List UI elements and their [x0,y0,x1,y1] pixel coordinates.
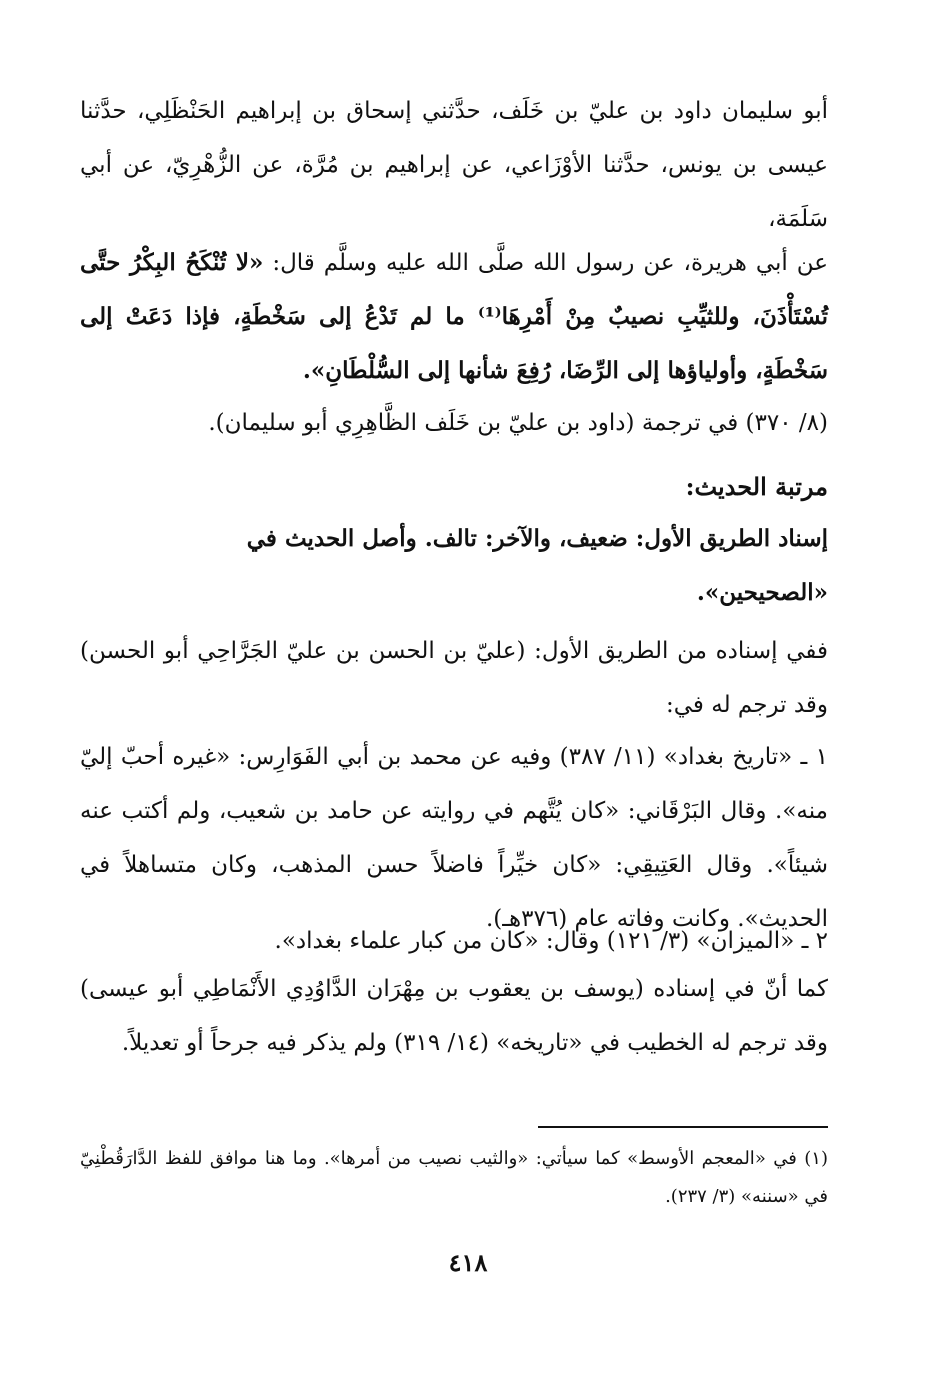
source-reference-text: (٨/ ٣٧٠) في ترجمة (داود بن عليّ بن خَلَف الظَّاهِرِي أبو سليمان). [208,410,828,436]
second-narrator-paragraph [80,962,828,1070]
page-number: ٤١٨ [448,1248,488,1277]
hadith-intro: عن أبي هريرة، عن رسول الله صلَّى الله عليه وسلَّم قال: [263,250,829,276]
footnote-divider [538,1126,828,1128]
footnote [80,1140,828,1216]
narrator-item-2-text: ٢ ـ «الميزان» (٣/ ١٢١) وقال: «كان من كبار علماء بغداد». [274,928,828,954]
grading-paragraph [80,512,828,620]
grading-line-2: «الصحيحين». [696,579,828,606]
second-narrator-text: كما أنّ في إسناده (يوسف بن يعقوب بن مِهْرَان الدَّاوُدِي الأَنْمَاطِي أبو عيسى) وقد ترجم له الخطيب في «تاريخه» (١٤/ ٣١٩) ولم يذكر فيه جرحاً أو تعديلاً. [80,976,828,1056]
isnad-paragraph [80,84,828,246]
chain-analysis-text: ففي إسناده من الطريق الأول: (عليّ بن الحسن بن عليّ الجَرَّاحِي أبو الحسن) وقد ترجم له في: [80,638,828,718]
source-reference [80,396,828,450]
isnad-text: أبو سليمان داود بن عليّ بن خَلَف، حدَّثني إسحاق بن إبراهيم الحَنْظَلِي، حدَّثنا عيسى بن يونس، حدَّثنا الأوْزَاعي، عن إبراهيم بن مُرَّة، عن الزُّهْرِيّ، عن أبي سَلَمَة، [80,98,828,232]
footnote-text: (١) في «المعجم الأوسط» كما سيأتي: «والثيب نصيب من أمرها». وما هنا موافق للفظ الدَّارَقُطْنِيّ في «سننه» (٣/ ٢٣٧). [80,1148,828,1207]
hadith-paragraph [80,236,828,398]
grading-line-1: إسناد الطريق الأول: ضعيف، والآخر: تالف. وأصل الحديث في [246,525,828,552]
section-heading [80,460,828,514]
narrator-item-2 [80,914,828,968]
hadith-text: «لا تُنْكَحُ البِكْرُ حتَّى تُسْتَأْذَنَ، وللثيِّبِ نصيبٌ مِنْ أَمْرِهَا⁽¹⁾ ما لم تَدْعُ إلى سَخْطَةٍ، فإذا دَعَتْ إلى سَخْطَةٍ، وأولياؤها إلى الرِّضَا، رُفِعَ شأنها إلى السُّلْطَانِ». [80,249,828,384]
chain-analysis-paragraph [80,624,828,732]
section-heading-text: مرتبة الحديث: [685,472,828,501]
narrator-item-1-text: ١ ـ «تاريخ بغداد» (١١/ ٣٨٧) وفيه عن محمد بن أبي الفَوَارِس: «غيره أحبّ إليّ منه». وقال البَرْقَاني: «كان يُتَّهم في روايته عن حامد بن شعيب، ولم أكتب عنه شيئاً». وقال العَتِيقِي: «كان خيِّراً فاضلاً حسن المذهب، وكان متساهلاً في الحديث». وكانت وفاته عام (٣٧٦هـ). [80,744,828,932]
